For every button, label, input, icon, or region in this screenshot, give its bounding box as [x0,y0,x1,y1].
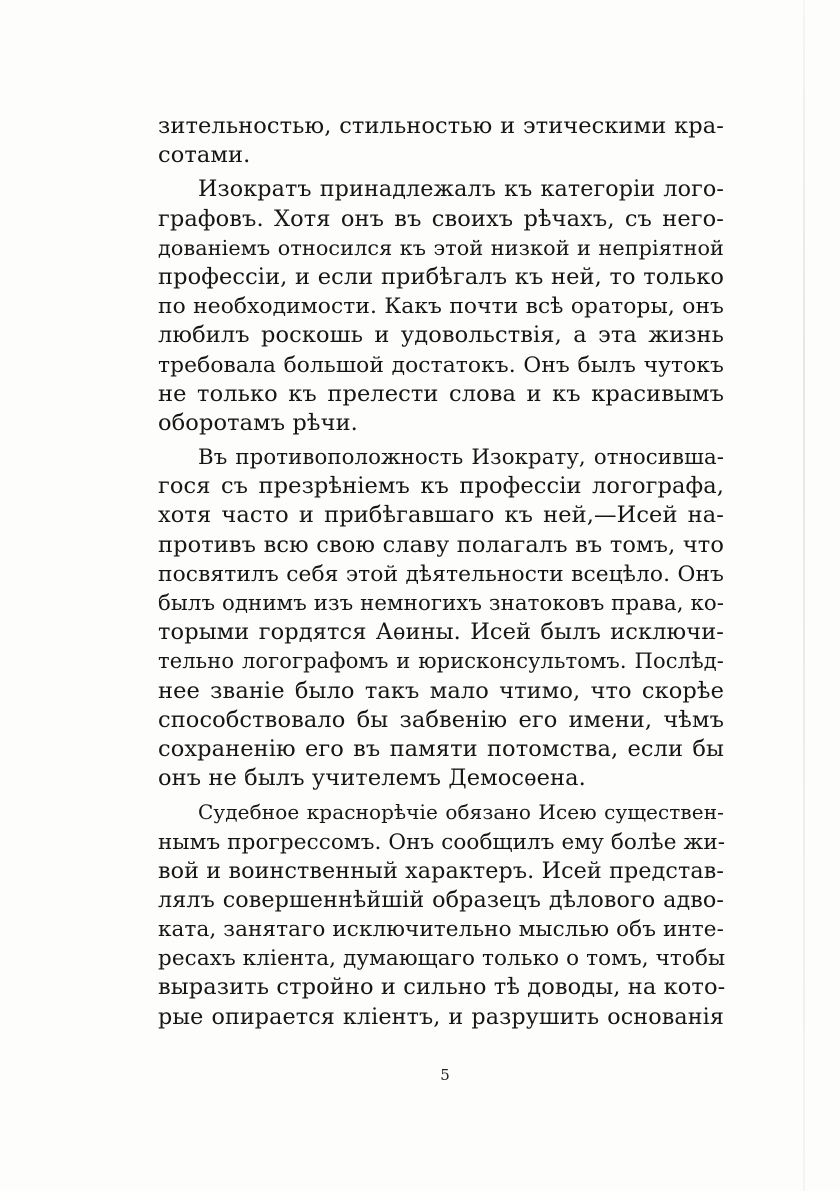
text-line: графовъ. Хотя онъ въ своихъ рѣчахъ, съ него- [158,205,724,232]
text-line: нымъ прогрессомъ. Онъ сообщилъ ему болѣе жи- [158,829,726,855]
text-line: Судебное краснорѣчіе обязано Исею существен- [198,800,724,825]
paragraph-4 [158,798,724,1032]
text-line: хотя часто и прибѣгавшаго къ ней,—Исей на- [158,502,724,529]
text-line: профессіи, и если прибѣгалъ къ ней, то только [158,263,724,290]
text-line: посвятилъ себя этой дѣятельности всецѣло. Онъ [158,561,724,587]
text-line: по необходимости. Какъ почти всѣ ораторы, онъ [158,294,724,320]
text-line: онъ не былъ учителемъ Демосѳена. [158,765,586,792]
paragraph-2 [158,175,724,438]
text-line: дованіемъ относился къ этой низкой и непріятной [158,235,724,260]
text-line: сотами. [158,142,251,169]
body-text [158,112,724,1032]
text-line: Въ противоположность Изократу, относивша- [198,445,724,471]
text-line: торыми гордятся Аѳины. Исей былъ исключи- [158,619,724,646]
text-line: способствовало бы забвенію его имени, чѣмъ [158,706,724,733]
text-line: гося съ презрѣніемъ къ профессіи логографа, [158,473,724,500]
text-line: не только къ прелести слова и къ красивымъ [158,380,724,407]
text-line: оборотамъ рѣчи. [158,409,358,436]
page-number: 5 [440,1066,450,1084]
text-line: выразить стройно и сильно тѣ доводы, на кото- [158,974,726,1001]
text-line: лялъ совершеннѣйшій образецъ дѣлового адво- [158,886,724,913]
text-line: былъ однимъ изъ немногихъ знатоковъ права, ко- [158,591,725,616]
text-line: любилъ роскошь и удовольствія, а эта жизнь [158,322,724,349]
text-line: сохраненію его въ памяти потомства, если бы [158,735,724,762]
text-line: нее званіе было такъ мало чтимо, что скорѣе [158,677,724,704]
text-line: тельно логографомъ и юрисконсультомъ. Послѣд- [158,649,724,674]
scan-edge [803,0,805,1191]
text-line: требовала большой достатокъ. Онъ былъ чутокъ [158,352,724,378]
text-line: противъ всю свою славу полагалъ въ томъ, что [158,531,724,558]
paragraph-1 [158,112,724,170]
text-line: Изократъ принадлежалъ къ категоріи лого- [198,176,724,203]
text-line: рые опирается кліентъ, и разрушить основанія [158,1003,724,1030]
text-line: вой и воинственный характеръ. Исей представ- [158,857,724,884]
text-line: зительностью, стильностью и этическими кра- [158,113,724,139]
text-line: ката, занятаго исключительно мыслью объ инте- [158,917,724,943]
text-line: ресахъ кліента, думающаго только о томъ, чтобы [158,946,726,972]
paragraph-3 [158,443,724,793]
